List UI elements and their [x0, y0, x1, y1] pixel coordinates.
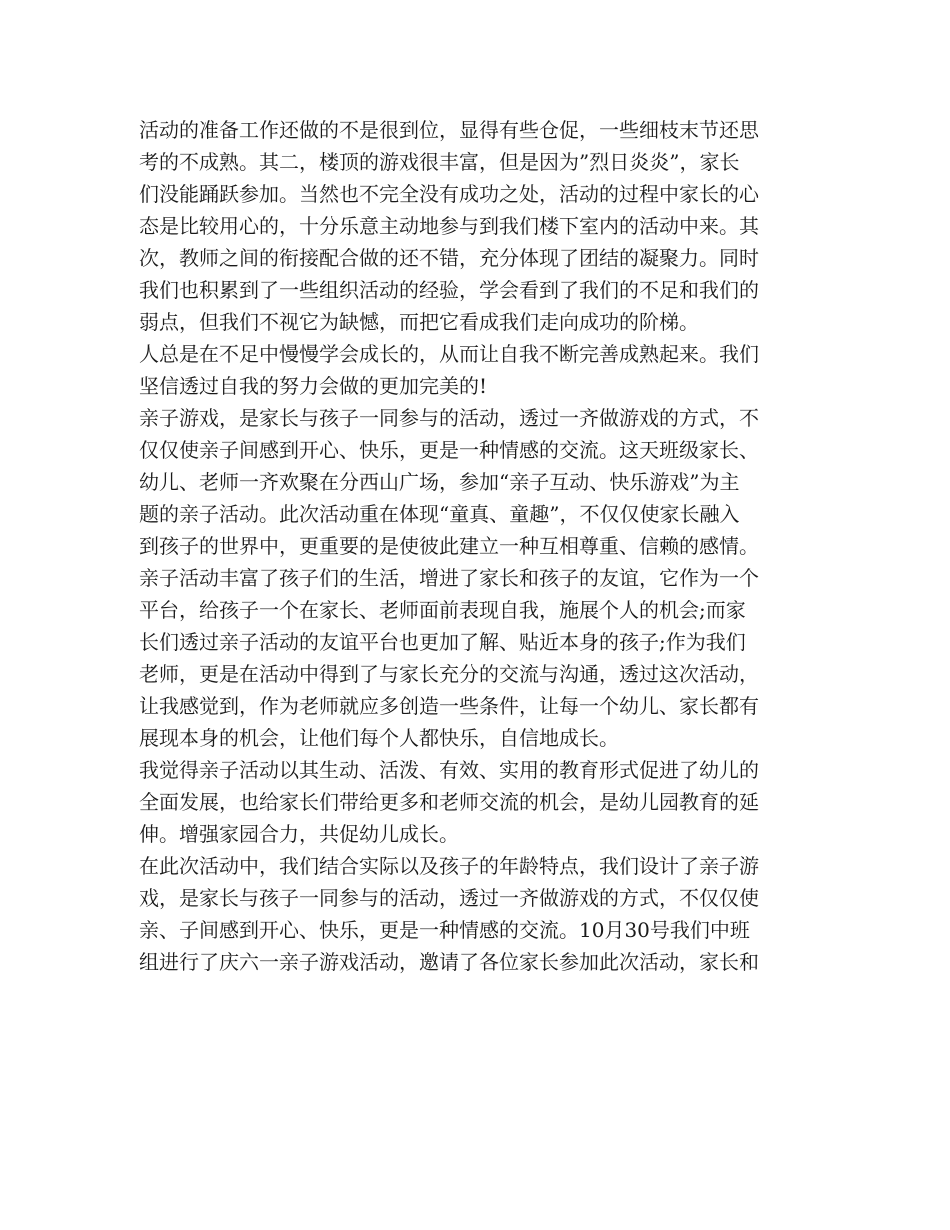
document-page	[139, 114, 819, 978]
paragraph-growth: 人总是在不足中慢慢学会成长的，从而让自我不断完善成熟起来。我们 坚信透过自我的努力会做的更加完美的!	[139, 342, 759, 398]
paragraph-activity-design: 在此次活动中，我们结合实际以及孩子的年龄特点，我们设计了亲子游 戏，是家长与孩子一同参与的活动，透过一齐做游戏的方式，不仅仅使 亲、子间感到开心、快乐，更是一种情感的交流。10月30号我们中班 组进行了庆六一亲子游戏活动，邀请了各位家长参加此次活动，家长和	[139, 854, 759, 974]
paragraph-education-development: 我觉得亲子活动以其生动、活泼、有效、实用的教育形式促进了幼儿的 全面发展，也给家长们带给更多和老师交流的机会，是幼儿园教育的延 伸。增强家园合力，共促幼儿成长。	[139, 758, 759, 846]
paragraph-preparation-reflection: 活动的准备工作还做的不是很到位，显得有些仓促，一些细枝末节还思 考的不成熟。其二，楼顶的游戏很丰富，但是因为”烈日炎炎”，家长 们没能踊跃参加。当然也不完全没有成功之处，活动的过程中家长的心 态是比较用心的，十分乐意主动地参与到我们楼下室内的活动中来。其 次，教师之间的衔接配合做的还不错，充分体现了团结的凝聚力。同时 我们也积累到了一些组织活动的经验，学会看到了我们的不足和我们的 弱点，但我们不视它为缺憾，而把它看成我们走向成功的阶梯。	[139, 118, 759, 334]
paragraph-activity-benefits: 亲子活动丰富了孩子们的生活，增进了家长和孩子的友谊，它作为一个 平台，给孩子一个在家长、老师面前表现自我，施展个人的机会;而家 长们透过亲子活动的友谊平台也更加了解、贴近本身的孩子;作为我们 老师，更是在活动中得到了与家长充分的交流与沟通，透过这次活动， 让我感觉到，作为老师就应多创造一些条件，让每一个幼儿、家长都有 展现本身的机会，让他们每个人都快乐，自信地成长。	[139, 566, 759, 750]
paragraph-parent-child-games: 亲子游戏，是家长与孩子一同参与的活动，透过一齐做游戏的方式，不 仅仅使亲子间感到开心、快乐，更是一种情感的交流。这天班级家长、 幼儿、老师一齐欢聚在分西山广场，参加“亲子互动、快乐游戏”为主 题的亲子活动。此次活动重在体现“童真、童趣”，不仅仅使家长融入 到孩子的世界中，更重要的是使彼此建立一种互相尊重、信赖的感情。	[139, 406, 759, 558]
